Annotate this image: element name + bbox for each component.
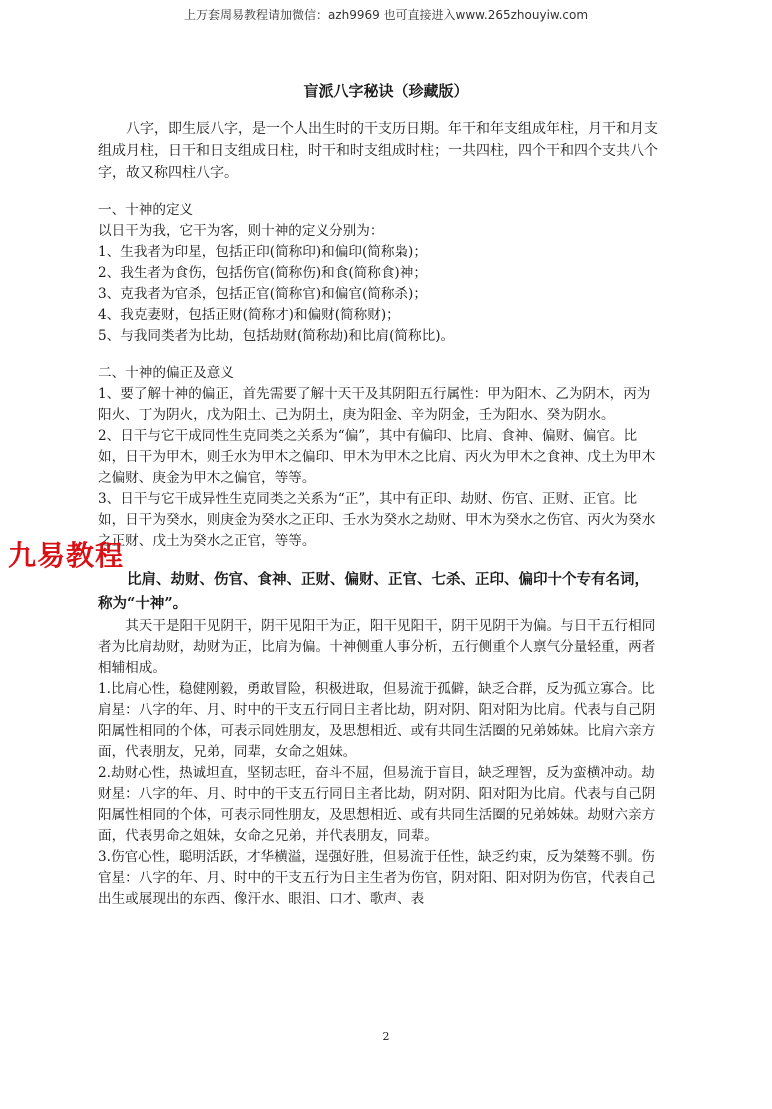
watermark-stamp: 九易教程 <box>8 539 125 572</box>
section2-heading: 二、十神的偏正及意义 <box>98 365 234 381</box>
section3-bold-heading: 比肩、劫财、伤官、食神、正财、偏财、正官、七杀、正印、偏印十个专有名词，称为“十神”。 <box>98 571 649 612</box>
section1-item: 1、生我者为印星，包括正印(简称印)和偏印(简称枭)； <box>98 244 427 260</box>
section1-item: 3、克我者为官杀，包括正官(简称官)和偏官(简称杀)； <box>98 286 427 302</box>
document-title: 盲派八字秘诀（珍藏版） <box>303 82 469 100</box>
section3-paragraph: 3.伤官心性，聪明活跃，才华横溢，逞强好胜，但易流于任性，缺乏约束，反为桀骜不驯。伤官星：八字的年、月、时中的干支五行为日主生者为伤官，阴对阳、阳对阴为伤官，代表自己出生或展现出的东西、像汗水、眼泪、口才、歌声、表 <box>98 849 656 907</box>
document-body <box>98 118 658 910</box>
section3-intro: 其天干是阳干见阴干，阴干见阳干为正，阳干见阳干，阴干见阴干为偏。与日干五行相同者为比肩劫财，劫财为正，比肩为偏。十神侧重人事分析，五行侧重个人禀气分量轻重，两者相辅相成。 <box>98 618 656 676</box>
section1-item: 5、与我同类者为比劫，包括劫财(简称劫)和比肩(简称比)。 <box>98 328 455 344</box>
section3-paragraph: 2.劫财心性，热诚坦直，坚韧志旺，奋斗不屈，但易流于盲目，缺乏理智，反为蛮横冲动。劫财星：八字的年、月、时中的干支五行同日主者比劫，阴对阴、阳对阳为比肩。代表与自己阴阳属性相同的个体，可表示同性朋友，及思想相近、或有共同生活圈的兄弟姊妹。劫财六亲方面，代表男命之姐妹，女命之兄弟，并代表朋友，同辈。 <box>98 765 656 844</box>
section1-item: 2、我生者为食伤，包括伤官(简称伤)和食(简称食)神； <box>98 265 427 281</box>
page-header: 上万套周易教程请加微信：azh9969 也可直接进入www.265zhouyiw.com <box>183 8 589 22</box>
section1-item: 4、我克妻财，包括正财(简称才)和偏财(简称财)； <box>98 307 400 323</box>
intro-paragraph: 八字，即生辰八字，是一个人出生时的干支历日期。年干和年支组成年柱，月干和月支组成月柱，日干和日支组成日柱，时干和时支组成时柱；一共四柱，四个干和四个支共八个字，故又称四柱八字。 <box>98 121 658 181</box>
section1-lead: 以日干为我，它干为客，则十神的定义分别为： <box>98 223 384 239</box>
section2-paragraph: 2、日干与它干成同性生克同类之关系为“偏”，其中有偏印、比肩、食神、偏财、偏官。比如，日干为甲木，则壬水为甲木之偏印、甲木为甲木之比肩、丙火为甲木之食神、戊土为甲木之偏财、庚金为甲木之偏官，等等。 <box>98 428 656 486</box>
section2-paragraph: 3、日干与它干成异性生克同类之关系为“正”，其中有正印、劫财、伤官、正财、正官。比如，日干为癸水，则庚金为癸水之正印、壬水为癸水之劫财、甲木为癸水之伤官、丙火为癸水之正财、戊土为癸水之正官，等等。 <box>98 491 656 549</box>
section3-paragraph: 1.比肩心性，稳健刚毅，勇敢冒险，积极进取，但易流于孤僻，缺乏合群，反为孤立寡合。比肩星：八字的年、月、时中的干支五行同日主者比劫，阴对阴、阳对阳为比肩。代表与自己阴阳属性相同的个体，可表示同姓朋友，及思想相近、或有共同生活圈的兄弟姊妹。比肩六亲方面，代表朋友，兄弟，同辈，女命之姐妹。 <box>98 681 656 760</box>
section2-paragraph: 1、要了解十神的偏正，首先需要了解十天干及其阴阳五行属性：甲为阳木、乙为阴木，丙为阳火、丁为阴火，戊为阳土、己为阴土，庚为阳金、辛为阴金，壬为阳水、癸为阴水。 <box>98 386 651 423</box>
page-number: 2 <box>382 1030 390 1043</box>
section1-heading: 一、十神的定义 <box>98 202 194 218</box>
